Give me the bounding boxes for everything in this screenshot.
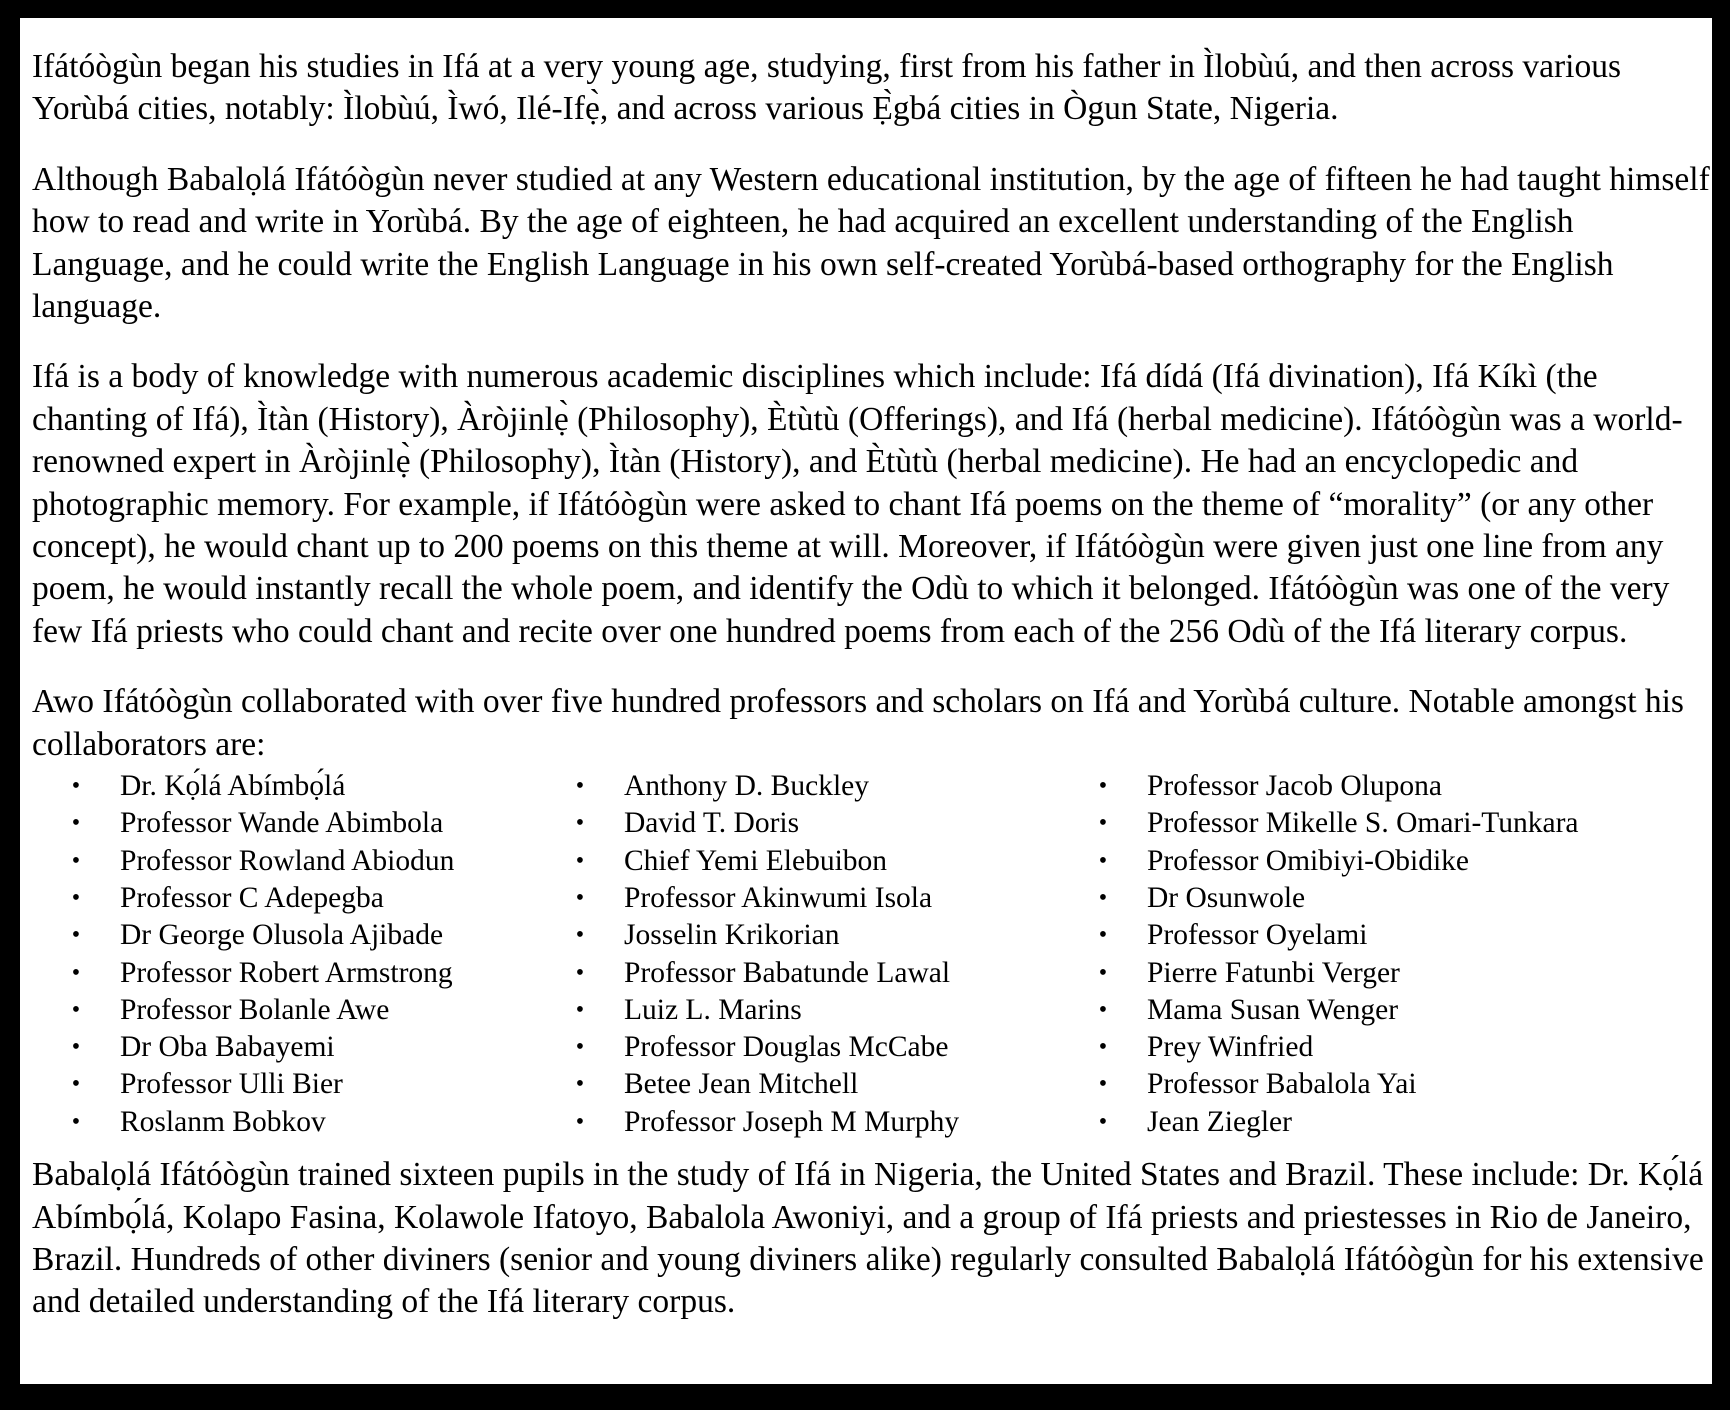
- collaborator-name: Dr Osunwole: [1147, 881, 1306, 914]
- list-item: [1095, 1066, 1579, 1103]
- bullet-icon: •: [1098, 847, 1108, 874]
- list-item: [1095, 768, 1579, 805]
- list-item: [68, 955, 454, 992]
- collaborator-name: Dr George Olusola Ajibade: [120, 919, 444, 952]
- collaborator-name: David T. Doris: [624, 807, 800, 840]
- bullet-icon: •: [71, 884, 81, 911]
- list-item: [1095, 1104, 1579, 1141]
- collaborator-name: Professor Joseph M Murphy: [624, 1105, 960, 1138]
- list-item: [68, 992, 454, 1029]
- list-item: [68, 843, 454, 880]
- collaborator-name: Professor Oyelami: [1147, 919, 1368, 952]
- bullet-icon: •: [71, 847, 81, 874]
- collaborator-name: Professor Douglas McCabe: [624, 1031, 949, 1064]
- list-item: [1095, 917, 1579, 954]
- collaborator-name: Jean Ziegler: [1147, 1105, 1292, 1138]
- bullet-icon: •: [575, 773, 585, 800]
- collaborator-name: Professor Mikelle S. Omari-Tunkara: [1147, 807, 1579, 840]
- collaborators-list: [32, 768, 1712, 1154]
- list-item: [572, 1066, 959, 1103]
- list-item: [572, 917, 959, 954]
- collaborators-column-3: [1095, 768, 1579, 1141]
- bullet-icon: •: [1098, 884, 1108, 911]
- collaborator-name: Professor Robert Armstrong: [120, 956, 453, 989]
- bullet-icon: •: [71, 1108, 81, 1135]
- paragraph-ifa-knowledge: Ifá is a body of knowledge with numerous academic disciplines which include: Ifá dídá (Ifá divination), Ifá Kíkì (the chanting of Ifá), Ìtàn (History), Àròjinlẹ̀ (Philosophy), Ètùtù (Offerings), and Ifá (herbal medicine). Ifátóògùn was a world-renowned expert in Àròjinlẹ̀ (Philosophy), Ìtàn (History), and Ètùtù (herbal medicine). He had an encyclopedic and photographic memory. For example, if Ifátóògùn were asked to chant Ifá poems on the theme of “morality” (or any other concept), he would chant up to 200 poems on this theme at will. Moreover, if Ifátóògùn were given just one line from any poem, he would instantly recall the whole poem, and identify the Odù to which it belonged. Ifátóògùn was one of the very few Ifá priests who could chant and recite over one hundred poems from each of the 256 Odù of the Ifá literary corpus.: [32, 358, 1683, 650]
- collaborator-name: Dr. Kọ́lá Abímbọ́lá: [120, 770, 346, 803]
- list-item: [1095, 955, 1579, 992]
- document-body: [32, 46, 1712, 1352]
- collaborators-column-2: [572, 768, 959, 1141]
- list-item: [1095, 843, 1579, 880]
- collaborator-name: Professor Rowland Abiodun: [120, 844, 455, 877]
- bullet-icon: •: [71, 996, 81, 1023]
- list-item: [572, 1104, 959, 1141]
- collaborators-column-1: [68, 768, 454, 1141]
- collaborator-name: Professor C Adepegba: [120, 881, 384, 914]
- bullet-icon: •: [575, 1034, 585, 1061]
- collaborator-name: Mama Susan Wenger: [1147, 993, 1399, 1026]
- collaborator-name: Betee Jean Mitchell: [624, 1068, 859, 1101]
- collaborator-name: Professor Ulli Bier: [120, 1068, 343, 1101]
- collaborator-name: Josselin Krikorian: [624, 919, 840, 952]
- bullet-icon: •: [1098, 773, 1108, 800]
- collaborator-name: Professor Akinwumi Isola: [624, 881, 933, 914]
- list-item: [68, 1029, 454, 1066]
- list-item: [572, 992, 959, 1029]
- list-item: [68, 880, 454, 917]
- bullet-icon: •: [1098, 1071, 1108, 1098]
- bullet-icon: •: [575, 847, 585, 874]
- bullet-icon: •: [575, 810, 585, 837]
- collaborator-name: Professor Omibiyi-Obidike: [1147, 844, 1470, 877]
- list-item: [68, 1066, 454, 1103]
- bullet-icon: •: [1098, 810, 1108, 837]
- collaborator-name: Dr Oba Babayemi: [120, 1031, 335, 1064]
- bullet-icon: •: [71, 959, 81, 986]
- collaborator-name: Luiz L. Marins: [624, 993, 802, 1026]
- bullet-icon: •: [575, 884, 585, 911]
- bullet-icon: •: [71, 922, 81, 949]
- bullet-icon: •: [71, 1071, 81, 1098]
- list-item: [68, 768, 454, 805]
- bullet-icon: •: [1098, 959, 1108, 986]
- collaborator-name: Professor Jacob Olupona: [1147, 770, 1442, 803]
- bullet-icon: •: [575, 1071, 585, 1098]
- list-item: [572, 843, 959, 880]
- bullet-icon: •: [575, 922, 585, 949]
- collaborator-name: Pierre Fatunbi Verger: [1147, 956, 1400, 989]
- bullet-icon: •: [1098, 1108, 1108, 1135]
- paragraph-pupils: Babalọlá Ifátóògùn trained sixteen pupils in the study of Ifá in Nigeria, the United States and Brazil. These include: Dr. Kọ́lá Abímbọ́lá, Kolapo Fasina, Kolawole Ifatoyo, Babalola Awoniyi, and a group of Ifá priests and priestesses in Rio de Janeiro, Brazil. Hundreds of other diviners (senior and young diviners alike) regularly consulted Babalọlá Ifátóògùn for his extensive and detailed understanding of the Ifá literary corpus.: [32, 1156, 1704, 1321]
- list-item: [572, 1029, 959, 1066]
- paragraph-early-studies: Ifátóògùn began his studies in Ifá at a very young age, studying, first from his father in Ìlobùú, and then across various Yorùbá cities, notably: Ìlobùú, Ìwó, Ilé-Ifẹ̀, and across various Ẹ̀gbá cities in Ògun State, Nigeria.: [32, 48, 1622, 128]
- collaborator-name: Professor Bolanle Awe: [120, 993, 390, 1026]
- bullet-icon: •: [71, 773, 81, 800]
- collaborator-name: Anthony D. Buckley: [624, 770, 869, 803]
- bullet-icon: •: [575, 959, 585, 986]
- collaborator-name: Professor Babalola Yai: [1147, 1068, 1417, 1101]
- list-item: [1095, 992, 1579, 1029]
- list-item: [1095, 805, 1579, 842]
- collaborator-name: Professor Babatunde Lawal: [624, 956, 951, 989]
- list-item: [68, 1104, 454, 1141]
- list-item: [1095, 1029, 1579, 1066]
- collaborator-name: Prey Winfried: [1147, 1031, 1314, 1064]
- bullet-icon: •: [1098, 1034, 1108, 1061]
- paragraph-self-education: Although Babalọlá Ifátóògùn never studied at any Western educational institution, by the age of fifteen he had taught himself how to read and write in Yorùbá. By the age of eighteen, he had acquired an excellent understanding of the English Language, and he could write the English Language in his own self-created Yorùbá-based orthography for the English language.: [32, 160, 1710, 326]
- bullet-icon: •: [1098, 922, 1108, 949]
- list-item: [68, 917, 454, 954]
- collaborator-name: Professor Wande Abimbola: [120, 807, 444, 840]
- list-item: [572, 880, 959, 917]
- paragraph-collaborators-intro: Awo Ifátóògùn collaborated with over five hundred professors and scholars on Ifá and Yorùbá culture. Notable amongst his collaborators are:: [32, 683, 1684, 763]
- bullet-icon: •: [71, 1034, 81, 1061]
- collaborator-name: Roslanm Bobkov: [120, 1105, 326, 1138]
- list-item: [1095, 880, 1579, 917]
- bullet-icon: •: [1098, 996, 1108, 1023]
- list-item: [68, 805, 454, 842]
- list-item: [572, 768, 959, 805]
- bullet-icon: •: [575, 1108, 585, 1135]
- bullet-icon: •: [71, 810, 81, 837]
- list-item: [572, 805, 959, 842]
- collaborator-name: Chief Yemi Elebuibon: [624, 844, 888, 877]
- list-item: [572, 955, 959, 992]
- bullet-icon: •: [575, 996, 585, 1023]
